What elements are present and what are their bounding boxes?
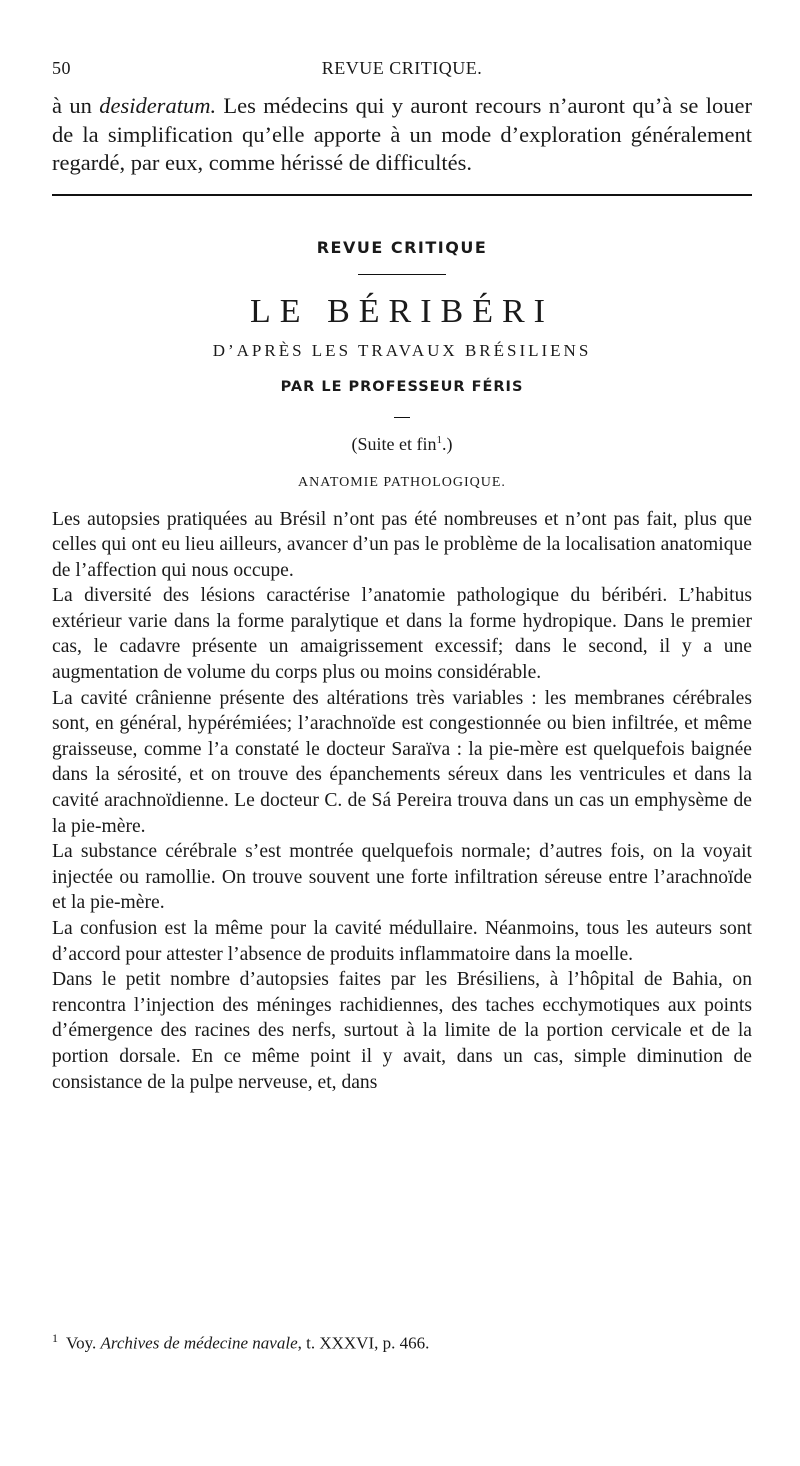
continuation-text: (Suite et fin bbox=[351, 433, 437, 454]
body-paragraph: La diversité des lésions caractérise l’anatomie pathologique du béribéri. L’habitus extérieur varie dans la forme paralytique et dans la forme hydropique. Dans le premier cas, le cadavre présente un amaigrissement excessif; dans le second, il y a une augmentation de volume du corps plus ou moins considérable. bbox=[52, 585, 752, 684]
article-subtitle: D’APRÈS LES TRAVAUX BRÉSILIENS bbox=[212, 340, 592, 360]
intro-paragraph bbox=[52, 92, 752, 178]
continuation-note bbox=[52, 434, 752, 455]
page-number: 50 bbox=[52, 58, 71, 78]
author-divider bbox=[394, 417, 410, 418]
title-divider bbox=[358, 274, 446, 275]
footnote-prefix: Voy. bbox=[66, 1333, 101, 1353]
page bbox=[52, 58, 752, 1353]
body-paragraph: Dans le petit nombre d’autopsies faites par les Brésiliens, à l’hôpital de Bahia, on rencontra l’injection des méninges rachidiennes, des taches ecchymotiques aux points d’émergence des racines des nerfs, surtout à la limite de la portion cervicale et de la portion dorsale. En ce même point il y avait, dans un cas, simple diminution de consistance de la pulpe nerveuse, et, dans bbox=[52, 969, 752, 1093]
running-head bbox=[52, 58, 752, 92]
body-paragraph: La confusion est la même pour la cavité médullaire. Néanmoins, tous les auteurs sont d’accord pour attester l’absence de produits inflammatoire dans la moelle. bbox=[52, 918, 752, 965]
article-title: LE BÉRIBÉRI bbox=[250, 292, 554, 330]
section-title: REVUE CRITIQUE bbox=[316, 237, 488, 257]
intro-emphasis: desideratum. bbox=[99, 93, 217, 118]
article-author: PAR LE PROFESSEUR FÉRIS bbox=[280, 378, 524, 395]
continuation-footnote-marker: 1 bbox=[436, 433, 442, 446]
body-paragraph: La cavité crânienne présente des altérations très variables : les membranes cérébrales sont, en général, hypérémiées; l’arachnoïde est congestionnée ou bien infiltrée, et même graisseuse, comme l’a constaté le docteur Saraïva : la pie-mère est quelquefois baignée dans la sérosité, et on trouve des épanchements séreux dans les ventricules et dans la cavité arachnoïdienne. Le docteur C. de Sá Pereira trouva dans un cas un emphysème de la pie-mère. bbox=[52, 687, 752, 837]
body-paragraph: La substance cérébrale s’est montrée quelquefois normale; d’autres fois, on la voyait injectée ou ramollie. On trouve souvent une forte infiltration séreuse entre l’arachnoïde et la pie-mère. bbox=[52, 841, 752, 914]
body-text bbox=[52, 507, 752, 1096]
continuation-close: .) bbox=[441, 433, 453, 454]
footnote-suffix: , t. XXXVI, p. 466. bbox=[297, 1333, 430, 1353]
section-heading: ANATOMIE PATHOLOGIQUE. bbox=[298, 474, 506, 490]
intro-after: Les médecins qui y auront recours n’auront qu’à se louer de la simplification qu’elle apporte à un mode d’exploration généralement regardé, par eux, comme hérissé de difficultés. bbox=[52, 93, 752, 175]
section-divider bbox=[52, 194, 752, 196]
footnote-marker: 1 bbox=[52, 1331, 58, 1345]
footnote-journal: Archives de médecine navale bbox=[100, 1333, 298, 1353]
body-paragraph: Les autopsies pratiquées au Brésil n’ont pas été nombreuses et n’ont pas fait, plus que celles qui ont eu lieu ailleurs, avancer d’un pas le problème de la localisation anatomique de l’affection qui nous occupe. bbox=[52, 508, 752, 581]
intro-before: à un bbox=[52, 93, 100, 118]
footnote bbox=[52, 1331, 752, 1354]
running-title: REVUE CRITIQUE. bbox=[321, 58, 483, 78]
